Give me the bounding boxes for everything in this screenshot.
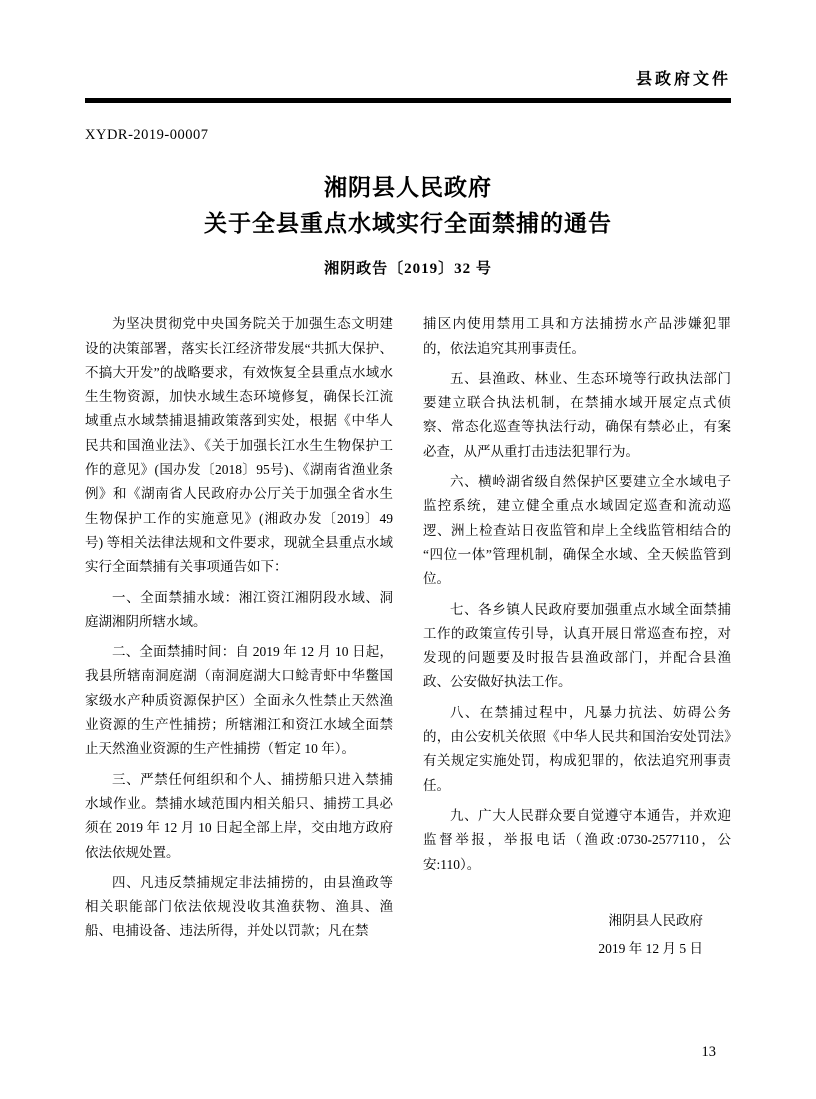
paragraph-item-4-continuation: 捕区内使用禁用工具和方法捕捞水产品涉嫌犯罪的，依法追究其刑事责任。 — [423, 316, 731, 356]
masthead-rule — [85, 98, 731, 103]
document-title — [85, 170, 731, 241]
paragraph-item-4-start: 四、凡违反禁捕规定非法捕捞的，由县渔政等相关职能部门依法依规没收其渔获物、渔具、渔船、电捕设备、违法所得，并处以罚款；凡在禁 — [85, 874, 393, 939]
left-column — [85, 312, 393, 963]
paragraph-item-3: 三、严禁任何组织和个人、捕捞船只进入禁捕水域作业。禁捕水域范围内相关船只、捕捞工具必须在 2019 年 12 月 10 日起全部上岸，交由地方政府依法依规处置。 — [85, 771, 393, 860]
right-column — [423, 312, 731, 963]
paragraph-item-8: 八、在禁捕过程中，凡暴力抗法、妨碍公务的，由公安机关依照《中华人民共和国治安处罚法》有关规定实施处罚，构成犯罪的，依法追究刑事责任。 — [423, 704, 731, 793]
document-number: XYDR-2019-00007 — [85, 127, 209, 143]
paragraph-intro: 为坚决贯彻党中央国务院关于加强生态文明建设的决策部署，落实长江经济带发展“共抓大保护、不搞大开发”的战略要求，有效恢复全县重点水域水生生物资源，加快水域生态环境修复，确保长江流域重点水域禁捕退捕政策落到实处，根据《中华人民共和国渔业法》、《关于加强长江水生生物保护工作的意见》(国办发〔2018〕95号)、《湖南省渔业条例》和《湖南省人民政府办公厅关于加强全省水生生物保护工作的实施意见》(湘政办发〔2019〕49 号) 等相关法律法规和文件要求，现就全县重点水域实行全面禁捕有关事项通告如下： — [85, 316, 393, 575]
paragraph-item-2: 二、全面禁捕时间：自 2019 年 12 月 10 日起，我县所辖南洞庭湖（南洞庭湖大口鲶青虾中华鳖国家级水产种质资源保护区）全面永久性禁止天然渔业资源的生产性捕捞；所辖湘江和资江水域全面禁止天然渔业资源的生产性捕捞（暂定 10 年）。 — [85, 644, 393, 757]
paragraph-item-1: 一、全面禁捕水域：湘江资江湘阴段水域、洞庭湖湘阴所辖水域。 — [85, 589, 393, 629]
signature-date: 2019 年 12 月 5 日 — [598, 941, 703, 957]
page-number: 13 — [701, 1044, 716, 1060]
paragraph-item-9: 九、广大人民群众要自觉遵守本通告，并欢迎监督举报，举报电话（渔政:0730-2577110，公安:110）。 — [423, 807, 731, 872]
document-title-line1: 湘阴县人民政府 — [324, 175, 492, 200]
signature-block — [423, 907, 731, 964]
paragraph-item-7: 七、各乡镇人民政府要加强重点水域全面禁捕工作的政策宣传引导，认真开展日常巡查布控，对发现的问题要及时报告县渔政部门，并配合县渔政、公安做好执法工作。 — [423, 601, 731, 690]
masthead — [85, 0, 731, 89]
document-title-line2: 关于全县重点水域实行全面禁捕的通告 — [204, 210, 612, 236]
signature-issuer: 湘阴县人民政府 — [608, 912, 703, 928]
paragraph-item-6: 六、横岭湖省级自然保护区要建立全水域电子监控系统，建立健全重点水域固定巡查和流动巡逻、洲上检查站日夜监管和岸上全线监管相结合的“四位一体”管理机制，确保全水域、全天候监管到位。 — [423, 474, 731, 587]
document-subtitle: 湘阴政告〔2019〕32 号 — [324, 261, 492, 278]
body-columns — [85, 312, 731, 963]
paragraph-item-5: 五、县渔政、林业、生态环境等行政执法部门要建立联合执法机制，在禁捕水域开展定点式侦察、常态化巡查等执法行动，确保有禁必止，有案必查，从严从重打击违法犯罪行为。 — [423, 370, 731, 459]
masthead-label: 县政府文件 — [635, 71, 731, 88]
